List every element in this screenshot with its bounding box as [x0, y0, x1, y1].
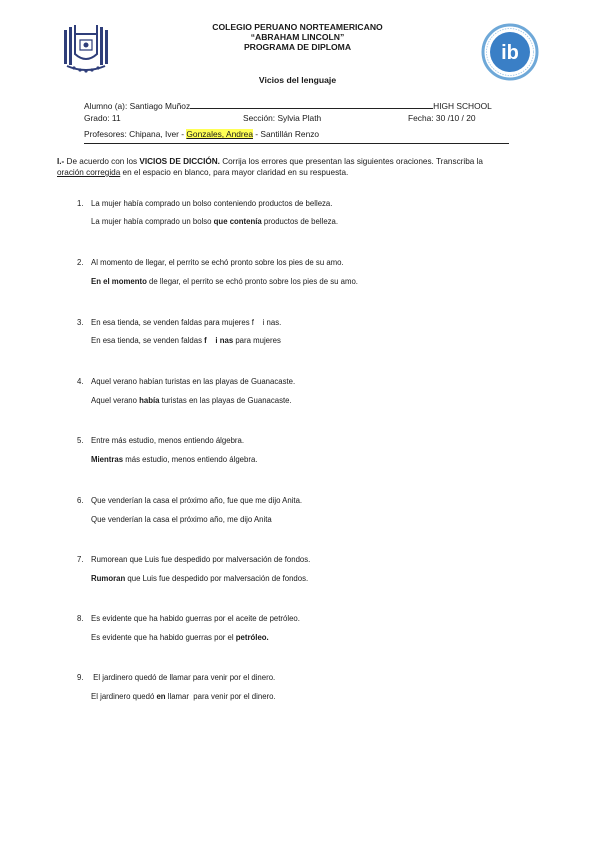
item-question: Que venderían la casa el próximo año, fue que me dijo Anita.: [91, 496, 303, 505]
teacher-highlighted: Gonzales, Andrea: [186, 129, 253, 139]
item-question: Entre más estudio, menos entiendo álgebra.: [91, 436, 244, 445]
instruction-text1: De acuerdo con los: [64, 157, 140, 166]
item-number: 8.: [77, 614, 84, 623]
item-number: 5.: [77, 436, 84, 445]
answer-bold: en: [156, 692, 166, 701]
answer-pre: Que venderían la casa el próximo año, me dijo Anita: [91, 515, 272, 524]
ib-logo-letters: ib: [501, 42, 519, 64]
answer-pre: Es evidente que ha habido guerras por el: [91, 633, 236, 642]
teachers: [84, 129, 319, 139]
item-number: 1.: [77, 199, 84, 208]
student-name-text: Alumno (a): Santiago Muñoz: [84, 101, 191, 111]
instruction-prefix: I.-: [57, 157, 65, 166]
grade: Grado: 11: [84, 113, 121, 123]
answer-bold: que contenía: [213, 217, 262, 226]
item-answer: [91, 396, 292, 405]
answer-post: productos de belleza.: [261, 217, 339, 226]
instruction-bold: VICIOS DE DICCIÓN.: [139, 157, 220, 166]
answer-pre: En esa tienda, se venden faldas: [91, 336, 205, 345]
date: Fecha: 30 /10 / 20: [408, 113, 476, 123]
item-question: Rumorean que Luis fue despedido por malversación de fondos.: [91, 555, 311, 564]
item-question: Al momento de llegar, el perrito se echó pronto sobre los pies de su amo.: [91, 258, 344, 267]
instruction: [57, 156, 537, 178]
answer-post: de llegar, el perrito se echó pronto sobre los pies de su amo.: [146, 277, 358, 286]
item-question: La mujer había comprado un bolso conteniendo productos de belleza.: [91, 199, 333, 208]
item-number: 3.: [77, 318, 84, 327]
school-name: COLEGIO PERUANO NORTEAMERICANO: [212, 22, 383, 32]
answer-bold: había: [139, 396, 160, 405]
section: Sección: Sylvia Plath: [243, 113, 322, 123]
answer-bold: Rumoran: [91, 574, 126, 583]
teachers-prefix: Profesores: Chipana, Iver -: [84, 129, 187, 139]
answer-pre: El jardinero quedó: [91, 692, 157, 701]
item-answer: [91, 217, 338, 226]
item-number: 7.: [77, 555, 84, 564]
item-answer: [91, 336, 281, 345]
document-subtitle: Vicios del lenguaje: [258, 75, 337, 85]
answer-post: más estudio, menos entiendo álgebra.: [123, 455, 258, 464]
item-answer: [91, 455, 257, 464]
item-number: 6.: [77, 496, 84, 505]
level-label: HIGH SCHOOL: [433, 101, 492, 111]
item-answer: [91, 633, 269, 642]
answer-bold: petróleo.: [235, 633, 269, 642]
instruction-text3: en el espacio en blanco, para mayor claridad en su respuesta.: [120, 168, 349, 177]
answer-post: llamar para venir por el dinero.: [165, 692, 276, 701]
item-answer: [91, 692, 276, 701]
teachers-suffix: - Santillán Renzo: [252, 129, 320, 139]
item-number: 9.: [77, 673, 84, 682]
header-divider: [84, 143, 509, 144]
answer-bold: Mientras: [91, 455, 124, 464]
answer-post: que Luis fue despedido por malversación de fondos.: [125, 574, 309, 583]
item-number: 4.: [77, 377, 84, 386]
school-name-quoted: “ABRAHAM LINCOLN”: [250, 32, 345, 42]
item-answer: [91, 515, 272, 524]
item-question: Aquel verano habían turistas en las playas de Guanacaste.: [91, 377, 296, 386]
item-number: 2.: [77, 258, 84, 267]
answer-bold: f i nas: [204, 336, 234, 345]
answer-pre: Aquel verano: [91, 396, 140, 405]
instruction-text2: Corrija los errores que presentan las siguientes oraciones. Transcriba la: [219, 157, 483, 166]
item-question: En esa tienda, se venden faldas para mujeres f i nas.: [91, 318, 282, 327]
answer-post: turistas en las playas de Guanacaste.: [159, 396, 292, 405]
instruction-underlined: oración corregida: [57, 168, 121, 177]
answer-pre: La mujer había comprado un bolso: [91, 217, 214, 226]
answer-bold: En el momento: [91, 277, 147, 286]
name-underline: [190, 108, 433, 109]
student-name: [84, 101, 492, 111]
item-question: El jardinero quedó de llamar para venir por el dinero.: [91, 673, 276, 682]
item-question: Es evidente que ha habido guerras por el aceite de petróleo.: [91, 614, 300, 623]
program-name: PROGRAMA DE DIPLOMA: [243, 42, 352, 52]
item-answer: [91, 574, 308, 583]
item-answer: [91, 277, 358, 286]
answer-post: para mujeres: [233, 336, 281, 345]
